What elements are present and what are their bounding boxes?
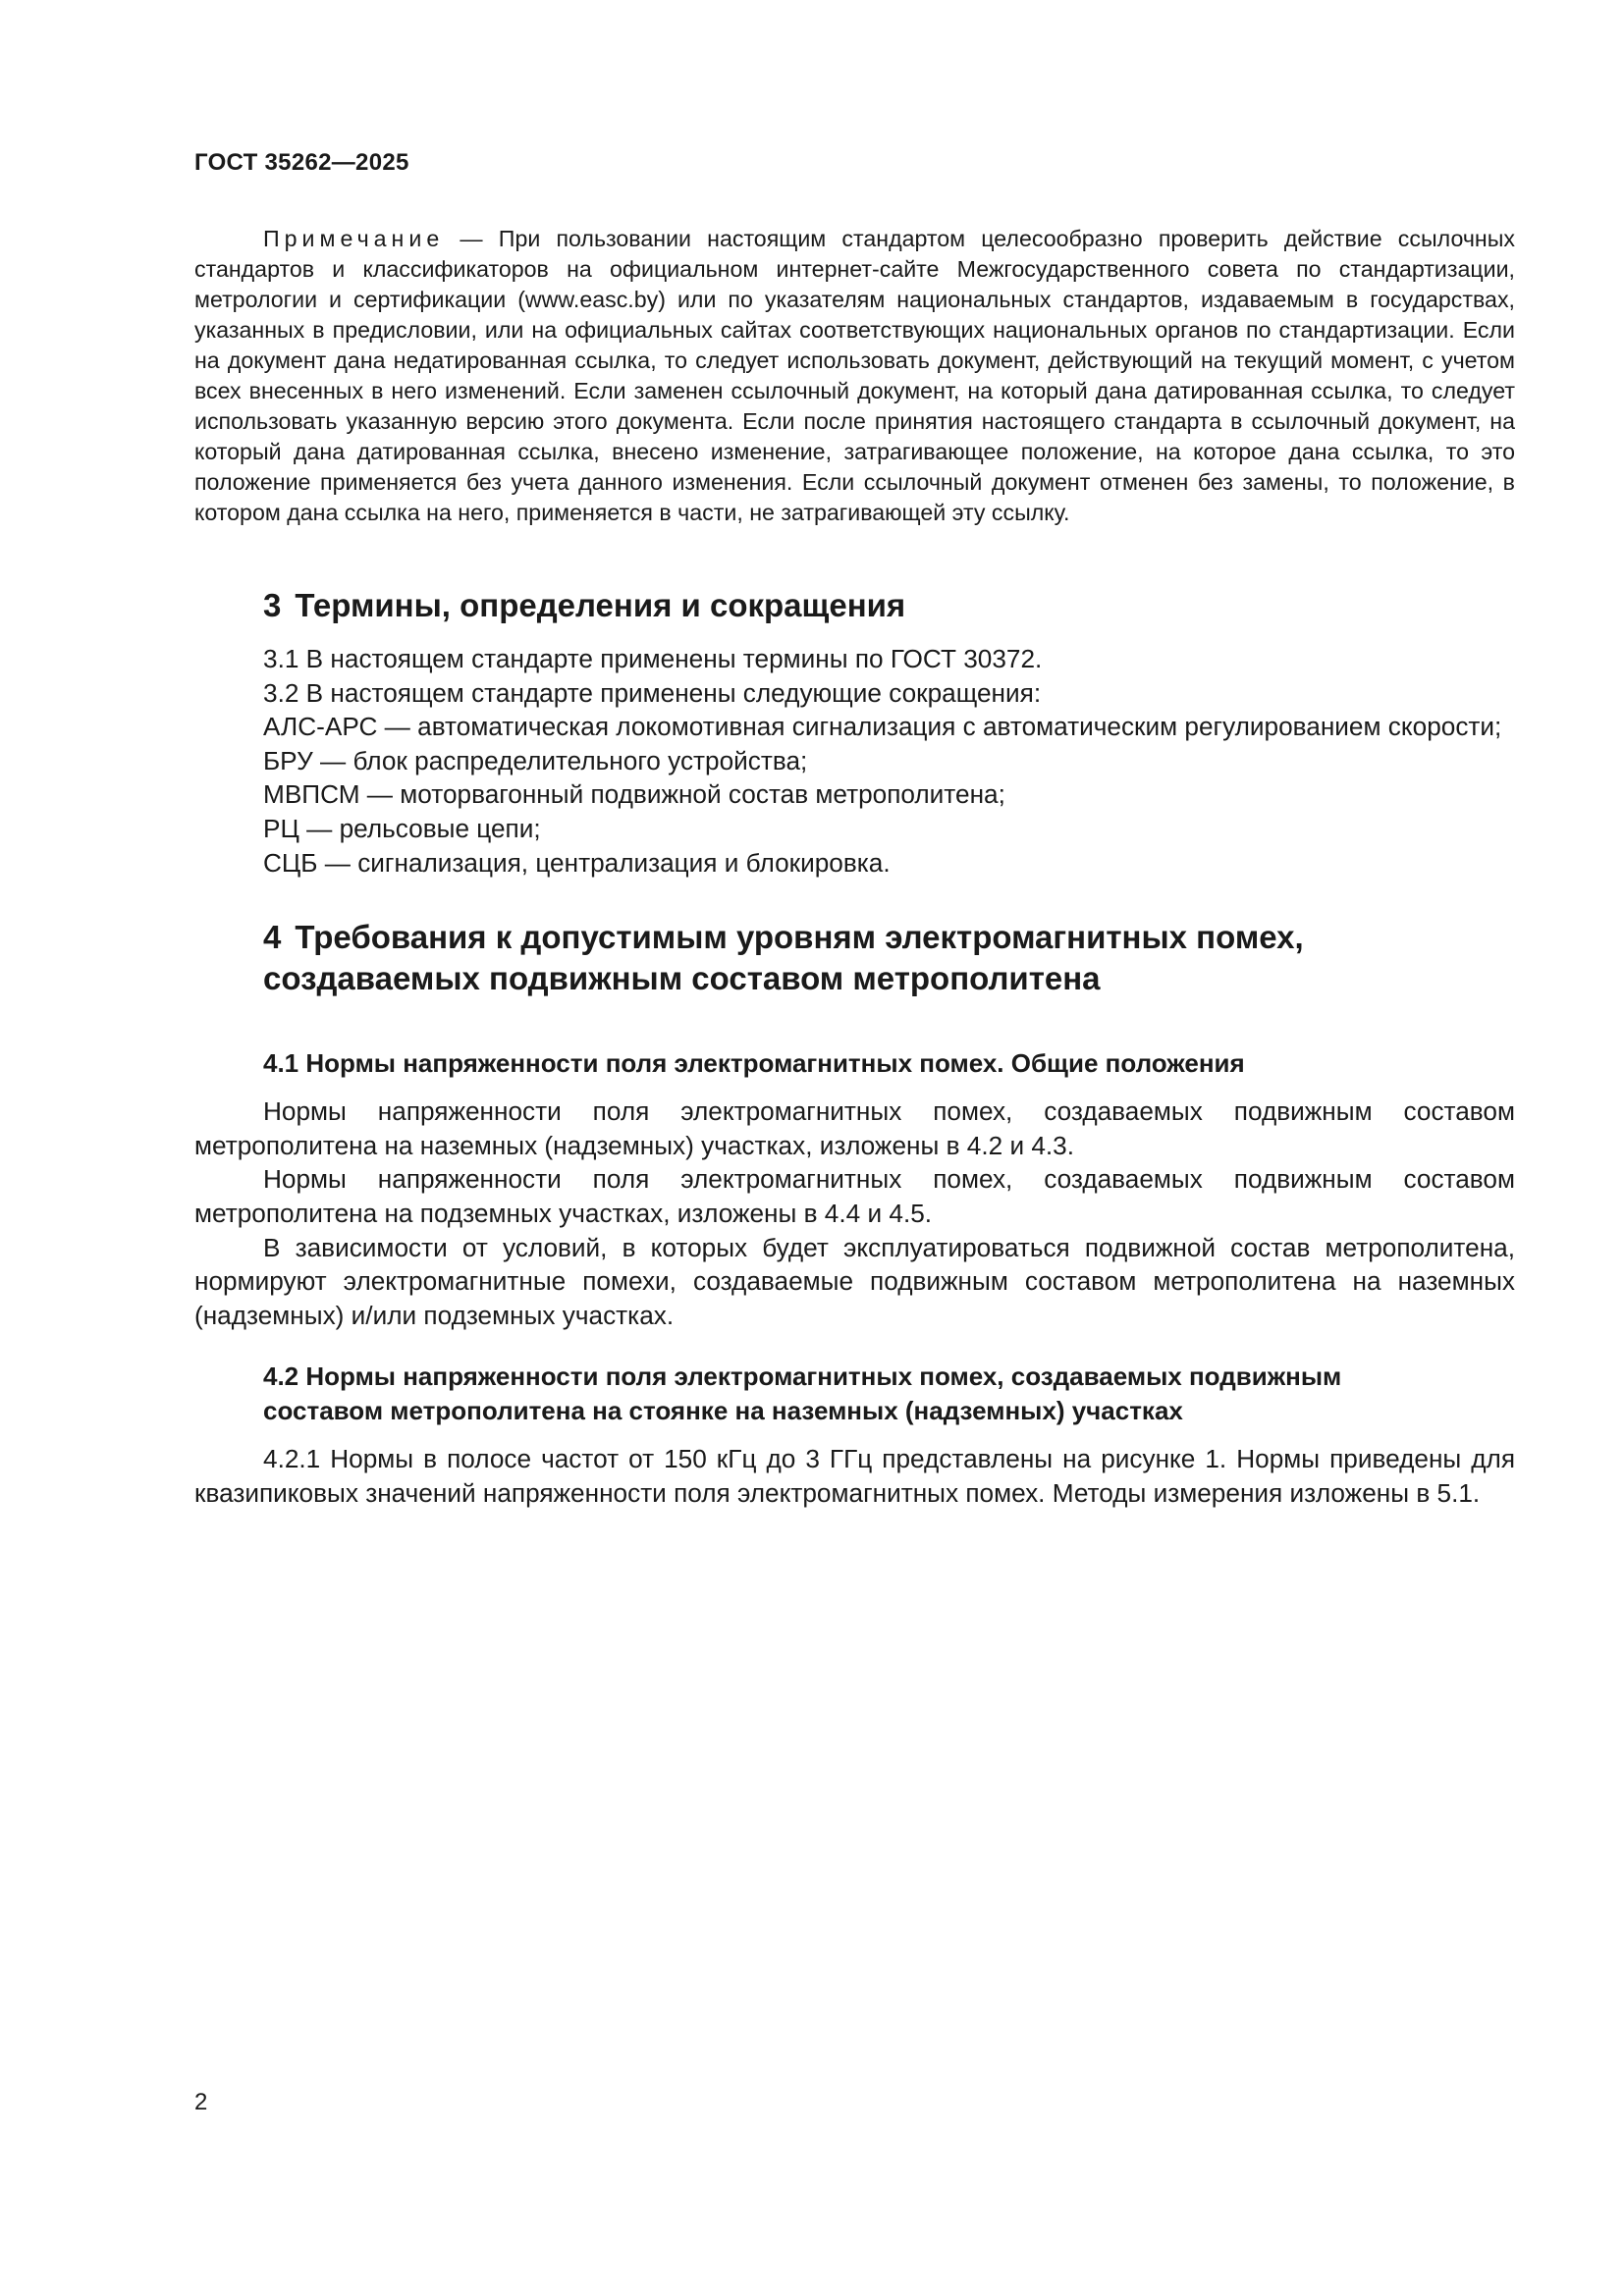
subsection-4-2-paragraph: 4.2.1 Нормы в полосе частот от 150 кГц до 3 ГГц представлены на рисунке 1. Нормы приведены для квазипиковых значений напряженности поля электромагнитных помех. Методы измерения изложены в 5.1. xyxy=(194,1444,1515,1508)
abbreviation-item: БРУ — блок распределительного устройства; xyxy=(263,745,808,775)
subsection-4-2-body xyxy=(194,1442,1515,1510)
note-label: Примечание xyxy=(263,226,445,251)
abbreviation-item: МВПСМ — моторвагонный подвижной состав метрополитена; xyxy=(263,779,1005,810)
section-3-paragraph: 3.2 В настоящем стандарте применены следующие сокращения: xyxy=(263,677,1042,708)
section-4-title-line1: Требования к допустимым уровням электромагнитных помех, xyxy=(295,919,1304,956)
section-4-number: 4 xyxy=(263,919,282,956)
subsection-4-1-body xyxy=(194,1095,1515,1332)
section-3-number: 3 xyxy=(263,587,282,623)
page-content xyxy=(194,224,1515,1511)
section-3-paragraph: 3.1 В настоящем стандарте применены термины по ГОСТ 30372. xyxy=(263,644,1043,673)
subsection-4-2-title-line1: 4.2 Нормы напряженности поля электромагнитных помех, создаваемых подвижным xyxy=(263,1362,1342,1392)
subsection-4-1-paragraph: В зависимости от условий, в которых будет эксплуатироваться подвижной состав метрополитена, нормируют электромагнитные помехи, создаваемые подвижным составом метрополитена на наземных (надземных) и/или подземных участках. xyxy=(194,1232,1515,1330)
section-3-heading xyxy=(194,585,1515,626)
abbreviation-item: СЦБ — сигнализация, централизация и блокировка. xyxy=(263,847,891,878)
subsection-4-1-heading: 4.1 Нормы напряженности поля электромагнитных помех. Общие положения xyxy=(263,1048,1245,1079)
page-number: 2 xyxy=(194,2089,208,2115)
section-3-body xyxy=(194,642,1515,880)
subsection-4-2-heading xyxy=(194,1360,1515,1428)
subsection-4-2-title-line2: составом метрополитена на стоянке на наземных (надземных) участках xyxy=(263,1396,1183,1426)
subsection-4-1-paragraph: Нормы напряженности поля электромагнитных помех, создаваемых подвижным составом метрополитена на наземных (надземных) участках, изложены в 4.2 и 4.3. xyxy=(194,1096,1515,1160)
note-paragraph xyxy=(194,224,1515,528)
abbreviation-item: РЦ — рельсовые цепи; xyxy=(263,813,541,843)
section-4-title-line2: создаваемых подвижным составом метрополитена xyxy=(263,960,1101,997)
section-3-title: Термины, определения и сокращения xyxy=(295,587,906,623)
document-code-header: ГОСТ 35262—2025 xyxy=(194,149,409,176)
section-4-heading xyxy=(194,917,1515,999)
note-text: — При пользовании настоящим стандартом целесообразно проверить действие ссылочных стандартов и классификаторов на официальном интернет-сайте Межгосударственного совета по стандартизации, метрологии и сертификации (www.easc.by) или по указателям национальных стандартов, издаваемым в государствах, указанных в предисловии, или на официальных сайтах соответствующих национальных органов по стандартизации. Если на документ дана недатированная ссылка, то следует использовать документ, действующий на текущий момент, с учетом всех внесенных в него изменений. Если заменен ссылочный документ, на который дана датированная ссылка, то следует использовать указанную версию этого документа. Если после принятия настоящего стандарта в ссылочный документ, на который дана датированная ссылка, внесено изменение, затрагивающее положение, на которое дана ссылка, то это положение применяется без учета данного изменения. Если ссылочный документ отменен без замены, то положение, в котором дана ссылка на него, применяется в части, не затрагивающей эту ссылку. xyxy=(194,226,1515,525)
abbreviation-item: АЛС-АРС — автоматическая локомотивная сигнализация с автоматическим регулированием скорости; xyxy=(263,712,1502,742)
subsection-4-1-paragraph: Нормы напряженности поля электромагнитных помех, создаваемых подвижным составом метрополитена на подземных участках, изложены в 4.4 и 4.5. xyxy=(194,1164,1515,1228)
